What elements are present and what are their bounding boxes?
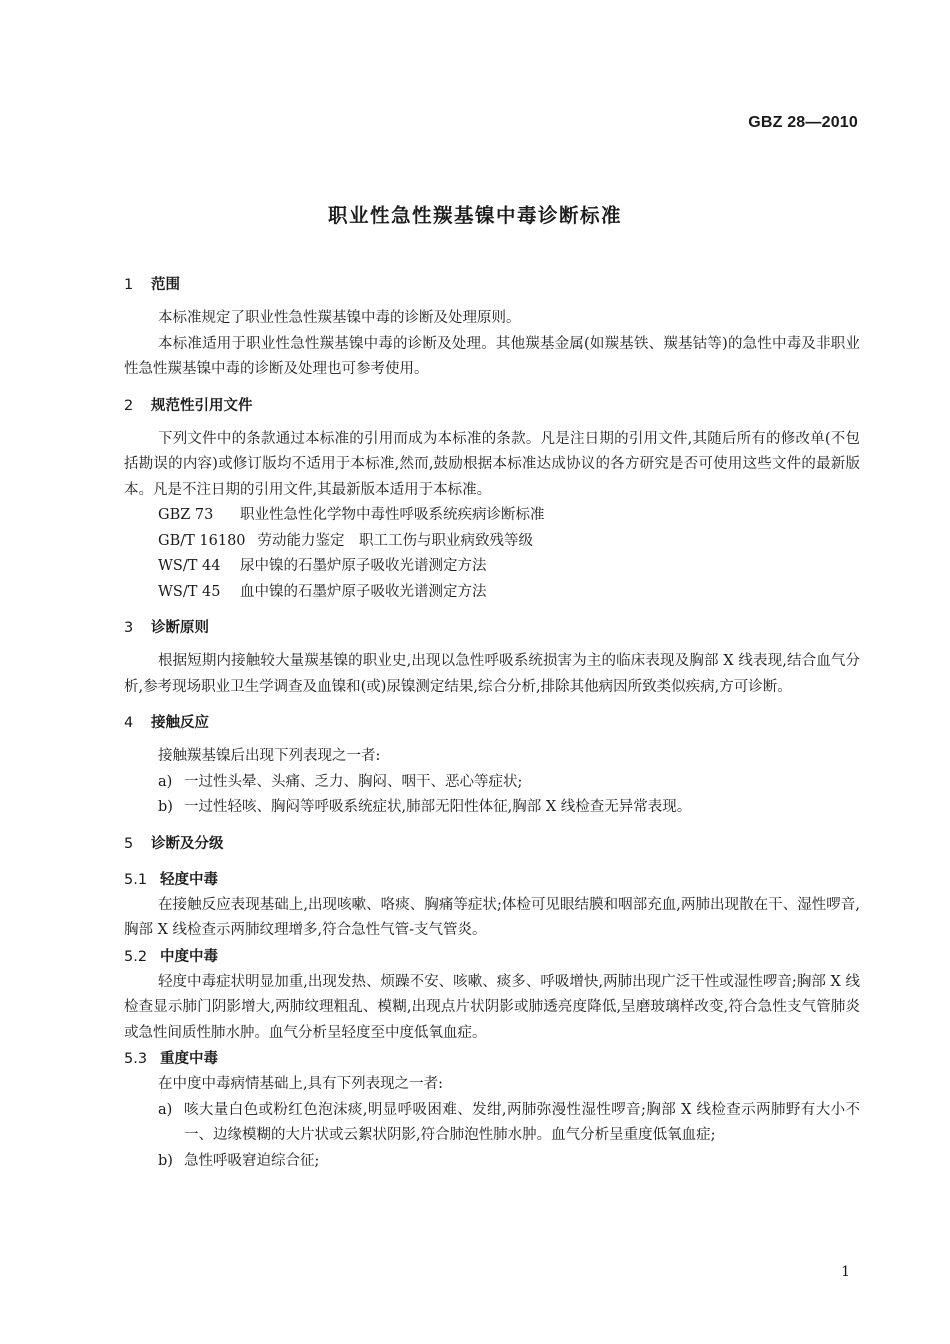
paragraph: 本标准适用于职业性急性羰基镍中毒的诊断及处理。其他羰基金属(如羰基铁、羰基钴等)的急性中毒及非职业性急性羰基镍中毒的诊断及处理也可参考使用。 bbox=[124, 335, 860, 377]
paragraph: 在中度中毒病情基础上,具有下列表现之一者: bbox=[158, 1076, 443, 1092]
paragraph: 接触羰基镍后出现下列表现之一者: bbox=[158, 748, 381, 764]
reference-entry: WS/T 45 血中镍的石墨炉原子吸收光谱测定方法 bbox=[158, 583, 487, 600]
standard-code: GBZ 28—2010 bbox=[748, 114, 858, 131]
reference-entry: GBZ 73 职业性急性化学物中毒性呼吸系统疾病诊断标准 bbox=[158, 507, 545, 523]
list-item: b) 一过性轻咳、胸闷等呼吸系统症状,肺部无阳性体征,胸部 X 线检查无异常表现。 bbox=[158, 799, 692, 815]
section-heading: 5 诊断及分级 bbox=[124, 835, 224, 852]
document-title: 职业性急性羰基镍中毒诊断标准 bbox=[327, 204, 622, 227]
reference-entry: GB/T 16180 劳动能力鉴定 职工工伤与职业病致残等级 bbox=[158, 532, 534, 549]
list-item: b) 急性呼吸窘迫综合征; bbox=[158, 1152, 320, 1169]
paragraph: 根据短期内接触较大量羰基镍的职业史,出现以急性呼吸系统损害为主的临床表现及胸部 X 线表现,结合血气分析,参考现场职业卫生学调查及血镍和(或)尿镍测定结果,综合分析,排除其他病因所致类似疾病,方可诊断。 bbox=[124, 653, 860, 695]
list-item: a) 一过性头晕、头痛、乏力、胸闷、咽干、恶心等症状; bbox=[158, 773, 523, 790]
paragraph: 本标准规定了职业性急性羰基镍中毒的诊断及处理原则。 bbox=[158, 310, 521, 326]
paragraph: 轻度中毒症状明显加重,出现发热、烦躁不安、咳嗽、痰多、呼吸增快,两肺出现广泛干性或湿性啰音;胸部 X 线检查显示肺门阴影增大,两肺纹理粗乱、模糊,出现点片状阴影或肺透亮度降低,呈磨玻璃样改变,符合急性支气管肺炎或急性间质性肺水肿。血气分析呈轻度至中度低氧血症。 bbox=[124, 973, 860, 1041]
section-heading: 1 范围 bbox=[124, 277, 180, 293]
section-heading: 3 诊断原则 bbox=[124, 620, 209, 636]
subsection-heading: 5.1 轻度中毒 bbox=[124, 871, 218, 888]
section-heading: 2 规范性引用文件 bbox=[124, 397, 253, 414]
reference-entry: WS/T 44 尿中镍的石墨炉原子吸收光谱测定方法 bbox=[158, 558, 487, 574]
paragraph: 在接触反应表现基础上,出现咳嗽、咯痰、胸痛等症状;体检可见眼结膜和咽部充血,两肺出现散在干、湿性啰音,胸部 X 线检查示两肺纹理增多,符合急性气管-支气管炎。 bbox=[124, 896, 860, 938]
list-item: a) 咳大量白色或粉红色泡沫痰,明显呼吸困难、发绀,两肺弥漫性湿性啰音;胸部 X 线检查示两肺野有大小不一、边缘模糊的大片状或云絮状阴影,符合肺泡性肺水肿。血气分析呈重度低氧血症; bbox=[158, 1101, 860, 1143]
subsection-heading: 5.3 重度中毒 bbox=[124, 1051, 218, 1067]
section-heading: 4 接触反应 bbox=[124, 715, 209, 731]
paragraph: 下列文件中的条款通过本标准的引用而成为本标准的条款。凡是注日期的引用文件,其随后所有的修改单(不包括勘误的内容)或修订版均不适用于本标准,然而,鼓励根据本标准达成协议的各方研究是否可使用这些文件的最新版本。凡是不注日期的引用文件,其最新版本适用于本标准。 bbox=[124, 430, 860, 498]
document-body bbox=[124, 272, 860, 1174]
subsection-heading: 5.2 中度中毒 bbox=[124, 948, 218, 965]
page-number: 1 bbox=[841, 1264, 850, 1280]
